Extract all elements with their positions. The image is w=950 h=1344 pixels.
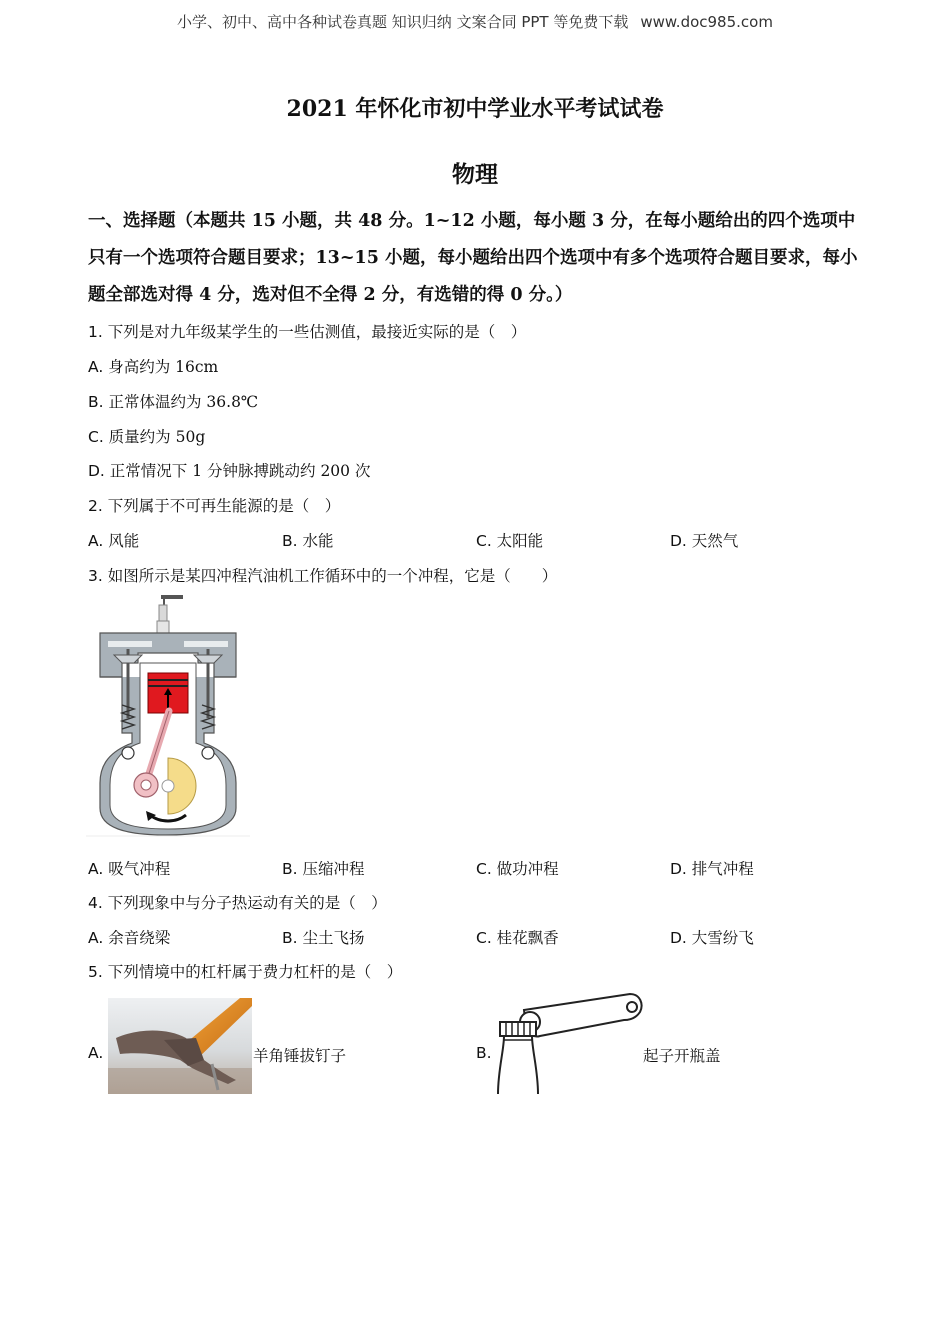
q1-option-b — [88, 390, 258, 412]
option-text: 太阳能 — [491, 532, 544, 550]
question-4-number: 4. — [88, 894, 103, 912]
option-text: 正常情况下 1 分钟脉搏跳动约 200 次 — [104, 462, 371, 480]
option-text: 起子开瓶盖 — [643, 1047, 721, 1065]
page-header — [0, 11, 950, 32]
option-label: B. — [88, 393, 104, 411]
header-url[interactable]: www.doc985.com — [640, 13, 773, 31]
option-text: 质量约为 50g — [103, 428, 206, 446]
option-label: B. — [282, 929, 298, 947]
option-text: 天然气 — [686, 532, 739, 550]
option-label: B. — [282, 532, 298, 550]
option-text: 压缩冲程 — [297, 860, 365, 878]
option-text: 大雪纷飞 — [686, 929, 754, 947]
option-label: D. — [670, 860, 687, 878]
q4-option-b — [282, 926, 365, 948]
hammer-photo — [108, 998, 252, 1094]
option-text: 余音绕梁 — [103, 929, 171, 947]
q3-option-c — [476, 857, 559, 879]
option-label: C. — [476, 532, 492, 550]
q5-option-a — [253, 1044, 346, 1066]
option-text: 做功冲程 — [491, 860, 559, 878]
option-label: B. — [476, 1044, 492, 1062]
engine-diagram — [86, 593, 250, 837]
question-3 — [88, 564, 557, 586]
question-4-text: 下列现象中与分子热运动有关的是（ ） — [102, 894, 387, 912]
q1-option-d — [88, 459, 370, 481]
option-label: D. — [670, 929, 687, 947]
option-label: D. — [88, 462, 105, 480]
q3-option-d — [670, 857, 754, 879]
q5-option-b — [643, 1044, 721, 1066]
option-label: A. — [88, 358, 104, 376]
option-label: A. — [88, 1044, 104, 1062]
q2-option-a — [88, 529, 139, 551]
q4-option-d — [670, 926, 754, 948]
q2-option-c — [476, 529, 543, 551]
question-3-number: 3. — [88, 567, 103, 585]
question-1 — [88, 320, 526, 342]
option-text: 风能 — [103, 532, 140, 550]
q1-option-a — [88, 355, 218, 377]
option-text: 桂花飘香 — [491, 929, 559, 947]
header-text: 小学、初中、高中各种试卷真题 知识归纳 文案合同 PPT 等免费下载 — [177, 13, 629, 31]
question-5-number: 5. — [88, 963, 103, 981]
question-2 — [88, 494, 340, 516]
option-label: A. — [88, 929, 104, 947]
q4-option-c — [476, 926, 559, 948]
question-1-number: 1. — [88, 323, 103, 341]
q3-option-b — [282, 857, 365, 879]
q2-option-d — [670, 529, 738, 551]
option-text: 排气冲程 — [686, 860, 754, 878]
question-5 — [88, 960, 402, 982]
question-2-number: 2. — [88, 497, 103, 515]
q1-option-c — [88, 425, 205, 447]
option-label: A. — [88, 860, 104, 878]
question-5-text: 下列情境中的杠杆属于费力杠杆的是（ ） — [102, 963, 403, 981]
option-text: 正常体温约为 36.8℃ — [103, 393, 259, 411]
bottle-opener-diagram — [494, 990, 644, 1096]
option-label: A. — [88, 532, 104, 550]
option-label: B. — [282, 860, 298, 878]
q4-option-a — [88, 926, 170, 948]
question-4 — [88, 891, 387, 913]
option-label: C. — [476, 929, 492, 947]
option-text: 吸气冲程 — [103, 860, 171, 878]
option-label: C. — [476, 860, 492, 878]
section-instructions: 一、选择题（本题共 15 小题，共 48 分。1~12 小题，每小题 3 分，在每小题给出的四个选项中只有一个选项符合题目要求；13~15 小题，每小题给出四个选项中有多个选项符合题目要求，每小题全部选对得 4 分，选对但不全得 2 分，有选错的得 0 分。） — [88, 211, 858, 305]
option-text: 尘土飞扬 — [297, 929, 365, 947]
question-2-text: 下列属于不可再生能源的是（ ） — [102, 497, 341, 515]
question-3-text: 如图所示是某四冲程汽油机工作循环中的一个冲程，它是（ ） — [102, 567, 558, 585]
option-label: C. — [88, 428, 104, 446]
option-text: 水能 — [297, 532, 334, 550]
exam-title: 2021 年怀化市初中学业水平考试试卷 — [286, 96, 664, 122]
q2-option-b — [282, 529, 334, 551]
q5-option-a-label — [88, 1044, 103, 1062]
option-label: D. — [670, 532, 687, 550]
option-text: 身高约为 16cm — [103, 358, 219, 376]
q3-option-a — [88, 857, 170, 879]
q5-option-b-label — [476, 1044, 492, 1062]
option-text: 羊角锤拔钉子 — [253, 1047, 347, 1065]
question-1-text: 下列是对九年级某学生的一些估测值，最接近实际的是（ ） — [102, 323, 527, 341]
subject-title: 物理 — [452, 161, 498, 188]
